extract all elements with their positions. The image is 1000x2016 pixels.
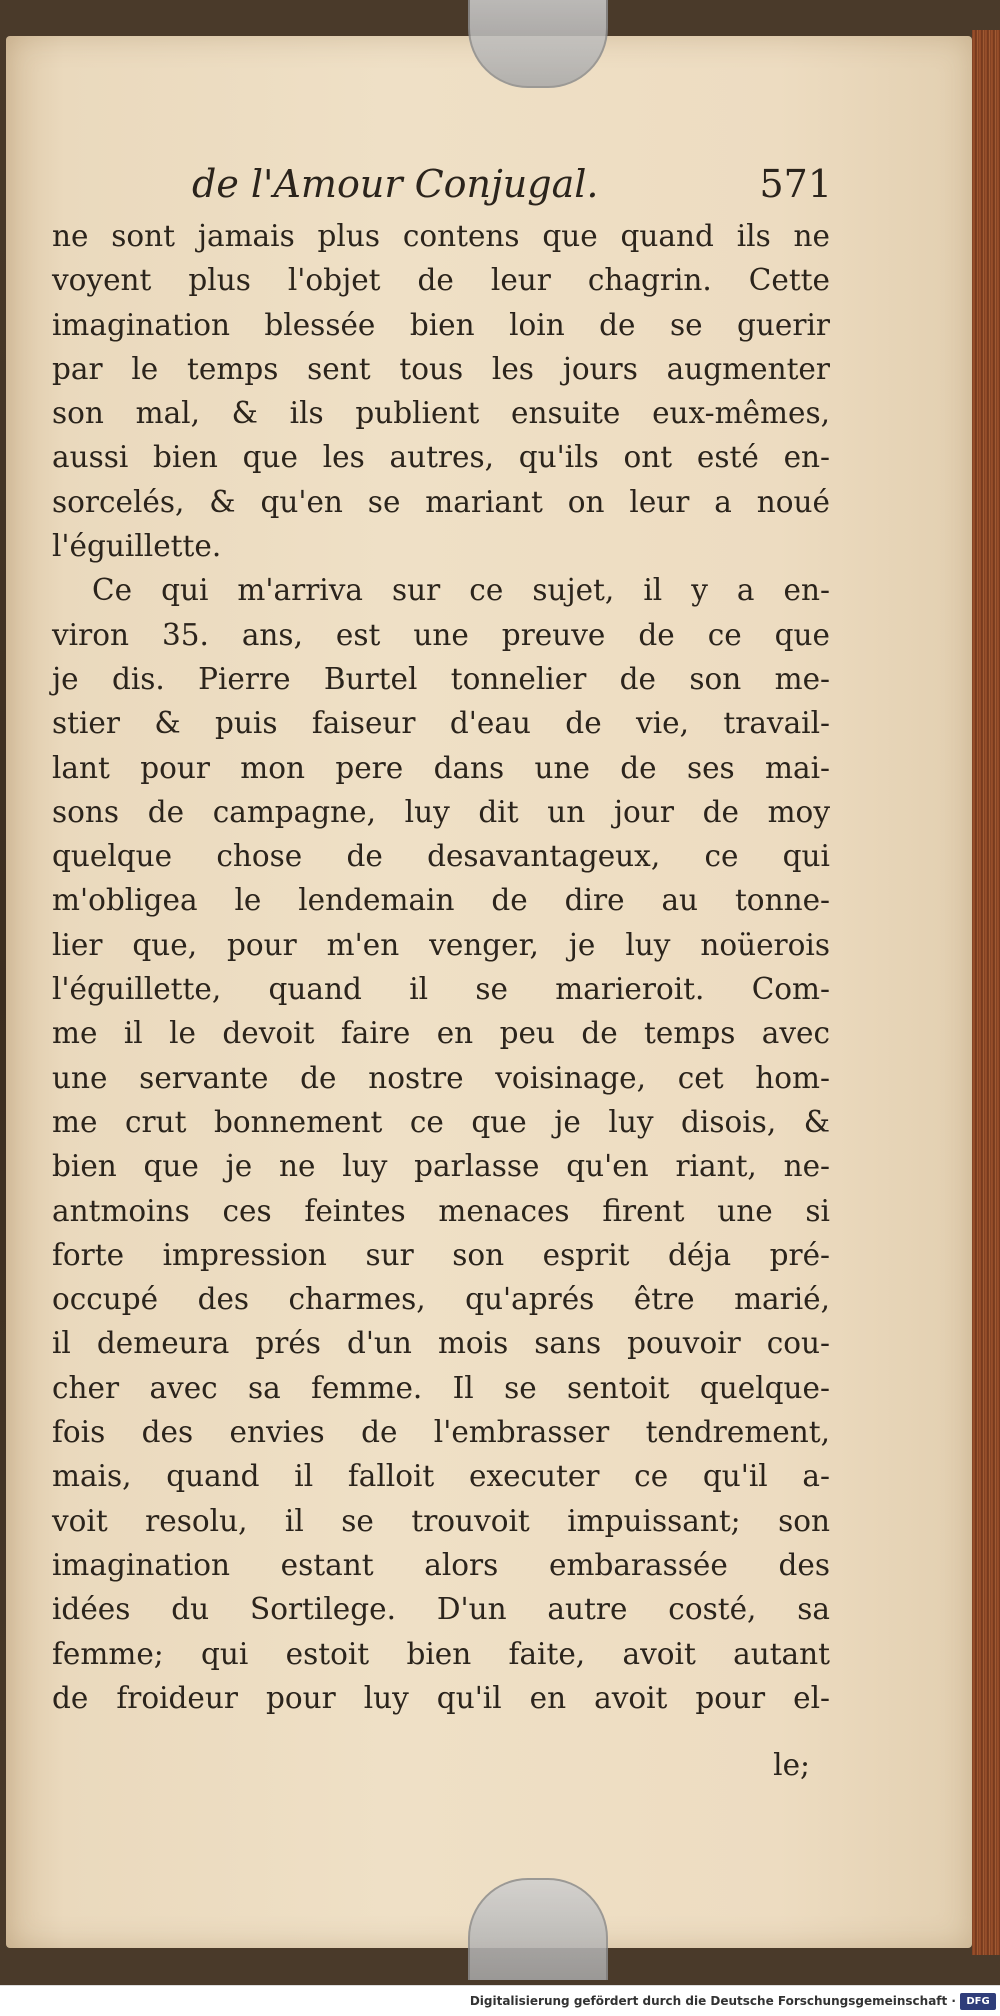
text-line: par le temps sent tous les jours augmenter bbox=[52, 351, 830, 386]
text-line: bien que je ne luy parlasse qu'en riant, ne- bbox=[52, 1149, 830, 1184]
text-line: voit resolu, il se trouvoit impuissant; son bbox=[52, 1503, 830, 1538]
text-line: ne sont jamais plus contens que quand ils ne bbox=[52, 219, 830, 253]
funding-credit: Digitalisierung gefördert durch die Deutsche Forschungsgemeinschaft · bbox=[469, 1994, 956, 2008]
text-line: imagination blessée bien loin de se guerir bbox=[52, 307, 830, 342]
text-line: cher avec sa femme. Il se sentoit quelque- bbox=[52, 1370, 830, 1405]
text-line: fois des envies de l'embrasser tendrement, bbox=[52, 1415, 830, 1450]
text-line: voyent plus l'objet de leur chagrin. Cette bbox=[52, 263, 830, 298]
text-line: l'éguillette, quand il se marieroit. Com- bbox=[52, 972, 830, 1007]
text-line: antmoins ces feintes menaces firent une si bbox=[52, 1193, 830, 1228]
running-head-title: de l'Amour Conjugal. bbox=[192, 162, 599, 206]
text-line: m'obligea le lendemain de dire au tonne- bbox=[52, 883, 830, 918]
text-line: occupé des charmes, qu'aprés être marié, bbox=[52, 1282, 830, 1317]
text-line: lier que, pour m'en venger, je luy noüerois bbox=[52, 927, 830, 962]
text-line: aussi bien que les autres, qu'ils ont esté en- bbox=[52, 440, 830, 475]
text-line: stier & puis faiseur d'eau de vie, travail- bbox=[52, 706, 830, 741]
bottom-clip bbox=[468, 1878, 608, 1980]
text-line: viron 35. ans, est une preuve de ce que bbox=[52, 617, 830, 652]
text-line: l'éguillette. bbox=[52, 529, 222, 564]
text-line: sons de campagne, luy dit un jour de moy bbox=[52, 794, 830, 829]
text-line: il demeura prés d'un mois sans pouvoir cou- bbox=[52, 1326, 830, 1361]
text-line: idées du Sortilege. D'un autre costé, sa bbox=[52, 1592, 830, 1627]
text-line: imagination estant alors embarassée des bbox=[52, 1547, 830, 1582]
dfg-logo: DFG bbox=[960, 1993, 996, 2010]
text-line: me il le devoit faire en peu de temps avec bbox=[52, 1016, 830, 1051]
page-edges bbox=[972, 30, 1000, 1955]
text-line: quelque chose de desavantageux, ce qui bbox=[52, 839, 830, 874]
running-head bbox=[52, 162, 832, 222]
text-line: me crut bonnement ce que je luy disois, & bbox=[52, 1104, 830, 1139]
text-line: son mal, & ils publient ensuite eux-mêmes, bbox=[52, 396, 830, 431]
text-line: lant pour mon pere dans une de ses mai- bbox=[52, 750, 830, 785]
catchword: le; bbox=[773, 1748, 810, 1782]
page-number: 571 bbox=[759, 162, 832, 206]
text-line: une servante de nostre voisinage, cet hom- bbox=[52, 1060, 830, 1095]
text-line: de froideur pour luy qu'il en avoit pour el- bbox=[52, 1680, 830, 1715]
body-text bbox=[52, 214, 830, 1720]
text-line: Ce qui m'arriva sur ce sujet, il y a en- bbox=[92, 573, 830, 608]
text-line: sorcelés, & qu'en se mariant on leur a noué bbox=[52, 484, 830, 519]
text-line: je dis. Pierre Burtel tonnelier de son me- bbox=[52, 661, 830, 696]
text-line: femme; qui estoit bien faite, avoit autant bbox=[52, 1636, 830, 1671]
text-line: forte impression sur son esprit déja pré- bbox=[52, 1237, 830, 1272]
text-line: mais, quand il falloit executer ce qu'il a- bbox=[52, 1459, 830, 1494]
footer-bar bbox=[0, 1985, 1000, 2016]
